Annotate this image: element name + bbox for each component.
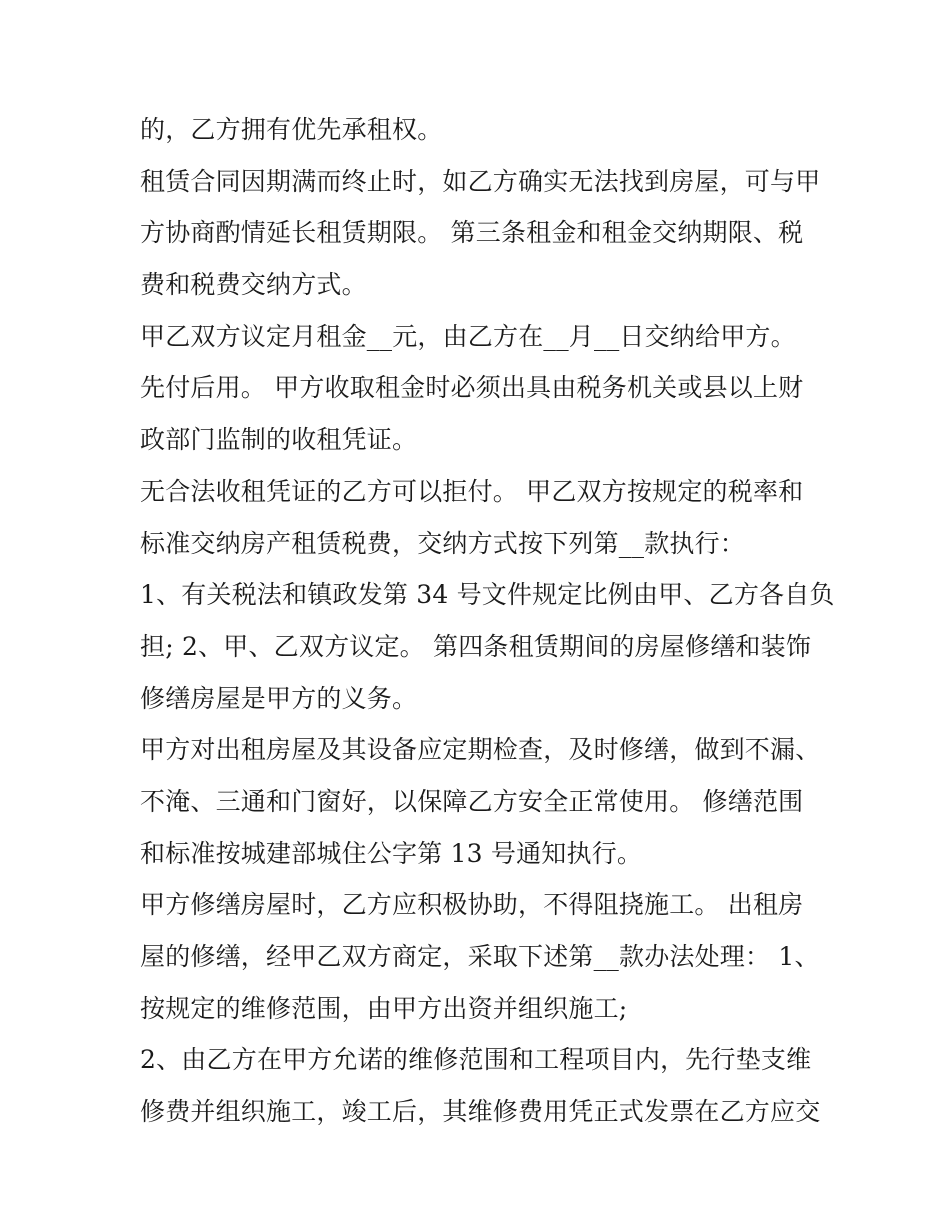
text-line: 的，乙方拥有优先承租权。 — [140, 115, 443, 144]
text-line: 甲方修缮房屋时，乙方应积极协助，不得阻挠施工。 出租房 — [140, 890, 804, 920]
text-line: 甲方对出租房屋及其设备应定期检查，及时修缮，做到不漏、 — [140, 735, 821, 765]
text-line: 屋的修缮，经甲乙双方商定，采取下述第__款办法处理： 1、 — [140, 942, 820, 971]
text-line: 甲乙双方议定月租金__元，由乙方在__月__日交纳给甲方。 — [140, 321, 796, 351]
text-line: 按规定的维修范围，由甲方出资并组织施工; — [140, 993, 628, 1023]
text-line: 1、有关税法和镇政发第 34 号文件规定比例由甲、乙方各自负 — [140, 580, 835, 610]
text-line: 修费并组织施工，竣工后，其维修费用凭正式发票在乙方应交 — [140, 1097, 821, 1127]
text-line: 方协商酌情延长租赁期限。 第三条租金和租金交纳期限、税 — [140, 218, 804, 248]
text-line: 先付后用。 甲方收取租金时必须出具由税务机关或县以上财 — [140, 373, 804, 403]
text-line: 租赁合同因期满而终止时，如乙方确实无法找到房屋，可与甲 — [140, 166, 821, 196]
text-line: 担; 2、甲、乙双方议定。 第四条租赁期间的房屋修缮和装饰 — [140, 631, 812, 661]
text-line: 和标准按城建部城住公字第 13 号通知执行。 — [140, 838, 643, 868]
text-line: 费和税费交纳方式。 — [140, 270, 367, 300]
text-line: 修缮房屋是甲方的义务。 — [140, 683, 418, 713]
text-line: 2、由乙方在甲方允诺的维修范围和工程项目内，先行垫支维 — [140, 1045, 812, 1075]
text-line: 无合法收租凭证的乙方可以拒付。 甲乙双方按规定的税率和 — [140, 476, 804, 506]
text-line: 政部门监制的收租凭证。 — [140, 425, 418, 455]
document-body — [140, 104, 835, 1138]
text-line: 标准交纳房产租赁税费，交纳方式按下列第__款执行： — [140, 528, 746, 558]
text-line: 不淹、三通和门窗好，以保障乙方安全正常使用。 修缮范围 — [140, 786, 804, 816]
